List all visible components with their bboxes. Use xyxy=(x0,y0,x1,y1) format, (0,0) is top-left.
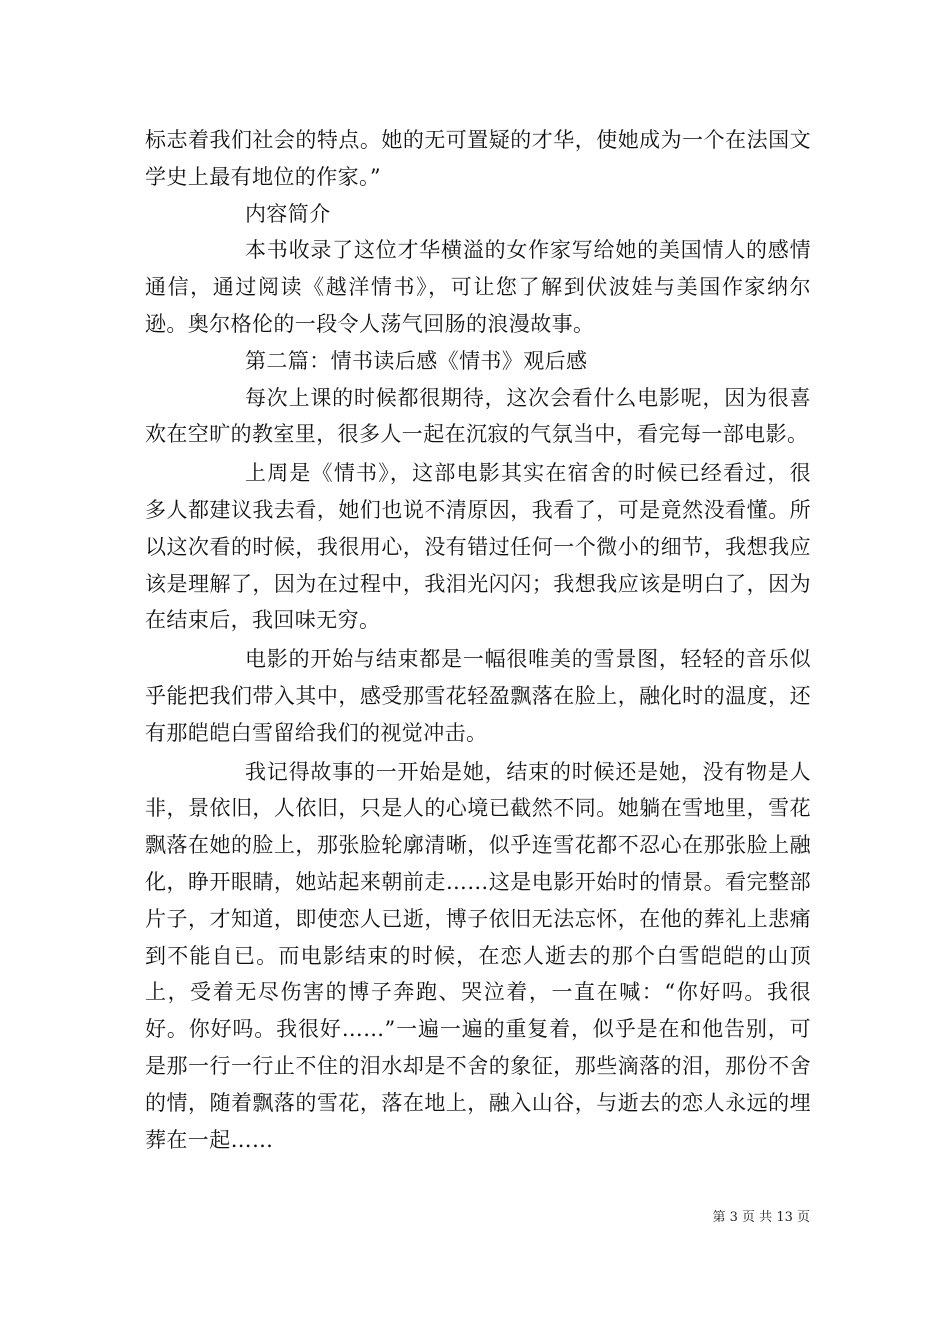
paragraph-snow-scene: 电影的开始与结束都是一幅很唯美的雪景图，轻轻的音乐似乎能把我们带入其中，感受那雪花轻盈飘落在脸上，融化时的温度，还有那皑皑白雪留给我们的视觉冲击。 xyxy=(145,647,811,745)
page-number: 第 3 页 共 13 页 xyxy=(712,1210,810,1225)
section-heading-summary: 内容简介 xyxy=(245,201,331,226)
paragraph-continuation: 标志着我们社会的特点。她的无可置疑的才华，使她成为一个在法国文学史上最有地位的作家。” xyxy=(145,128,811,189)
document-body xyxy=(145,122,811,1158)
paragraph-summary: 本书收录了这位才华横溢的女作家写给她的美国情人的感情通信，通过阅读《越洋情书》，可让您了解到伏波娃与美国作家纳尔逊。奥尔格伦的一段令人荡气回肠的浪漫故事。 xyxy=(145,238,811,336)
section-heading-part-two: 第二篇：情书读后感《情书》观后感 xyxy=(245,348,588,373)
paragraph-story: 我记得故事的一开始是她，结束的时候还是她，没有物是人非，景依旧，人依旧，只是人的心境已截然不同。她躺在雪地里，雪花飘落在她的脸上，那张脸轮廓清晰，似乎连雪花都不忍心在那张脸上融化，睁开眼睛，她站起来朝前走……这是电影开始时的情景。看完整部片子，才知道，即使恋人已逝，博子依旧无法忘怀，在他的葬礼上悲痛到不能自已。而电影结束的时候，在恋人逝去的那个白雪皑皑的山顶上，受着无尽伤害的博子奔跑、哭泣着，一直在喊：“你好吗。我很好。你好吗。我很好……”一遍一遍的重复着，似乎是在和他告别，可是那一行一行止不住的泪水却是不舍的象征，那些滴落的泪，那份不舍的情，随着飘落的雪花，落在地上，融入山谷，与逝去的恋人永远的埋葬在一起…… xyxy=(145,759,811,1152)
paragraph-class-expectation: 每次上课的时候都很期待，这次会看什么电影呢，因为很喜欢在空旷的教室里，很多人一起在沉寂的气氛当中，看完每一部电影。 xyxy=(145,385,811,447)
paragraph-last-week: 上周是《情书》，这部电影其实在宿舍的时候已经看过，很多人都建议我去看，她们也说不清原因，我看了，可是竟然没看懂。所以这次看的时候，我很用心，没有错过任何一个微小的细节，我想我应该是理解了，因为在过程中，我泪光闪闪；我想我应该是明白了，因为在结束后，我回味无穷。 xyxy=(145,461,811,633)
